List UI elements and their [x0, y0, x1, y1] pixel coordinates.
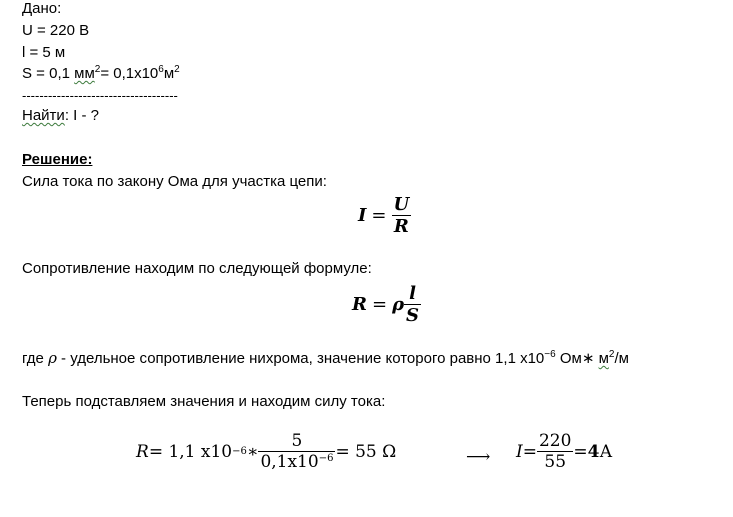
res-num: l — [404, 283, 421, 305]
calc-i-num: 220 — [538, 431, 572, 451]
given-area — [22, 65, 180, 83]
rho-unit-exp: 2 — [608, 349, 615, 360]
calc-i-den: 55 — [544, 452, 567, 472]
rho-unit-mm: м — [598, 350, 609, 367]
arrow-icon: ⟶ — [466, 447, 491, 467]
calc-i-fraction — [537, 431, 573, 472]
calc-i-unit: А — [599, 441, 613, 462]
calc-r-mult: ∗ — [246, 441, 259, 462]
area-exp2: 6 — [158, 64, 164, 75]
rho-line — [22, 349, 629, 368]
rho-unit-1: Ом∗ — [555, 350, 599, 367]
calc-r-result: = 55 Ω — [335, 441, 397, 462]
calc-r-lhs: R — [136, 441, 149, 462]
calc-r-fraction — [258, 431, 335, 472]
calc-i-result: 4 — [587, 441, 600, 462]
given-heading: Дано: — [22, 0, 62, 17]
given-length: l = 5 м — [22, 44, 66, 61]
calc-i-formula — [516, 431, 612, 472]
ohm-eq: = — [371, 205, 387, 226]
ohm-formula — [358, 194, 411, 237]
calc-r-eq: = 1,1 х10 — [148, 441, 233, 462]
calc-r-den-exp: −6 — [318, 453, 334, 464]
ohm-lhs: I — [358, 205, 367, 226]
ohm-den: R — [393, 216, 409, 237]
given-voltage: U = 220 В — [22, 22, 90, 39]
area-exp: 2 — [94, 64, 101, 75]
rho-text-2: - удельное сопротивление нихрома, значение которого равно 1,1 х10 — [56, 350, 545, 367]
find-label: Найти — [22, 107, 65, 124]
calc-i-eq: = — [522, 441, 537, 462]
ohm-num: U — [393, 194, 410, 215]
area-eq: = 0,1х10 — [100, 65, 159, 82]
find-line — [22, 107, 99, 125]
find-rest: : I - ? — [64, 107, 99, 124]
calc-r-den-base: 0,1х10 — [260, 452, 319, 472]
rho-unit-2: /м — [614, 350, 629, 367]
res-lhs: R — [352, 294, 367, 315]
res-rho: ρ — [392, 294, 405, 315]
res-eq: = — [371, 294, 388, 315]
area-prefix: S = 0,1 — [22, 65, 75, 82]
res-den: S — [406, 305, 420, 326]
calc-r-den — [258, 452, 335, 472]
rho-symbol: ρ — [48, 349, 57, 367]
calc-r-formula: R = 1,1 х10 −6 ∗ $\frac{5}{0,1х10^{-6}}$ = 55 Ω — [136, 431, 397, 472]
calc-i-eq2: = — [573, 441, 588, 462]
area-unit2: м — [163, 65, 175, 82]
ohm-fraction — [392, 194, 412, 237]
calc-r-num: 5 — [258, 431, 335, 452]
res-fraction — [404, 283, 421, 326]
rho-exp: −6 — [544, 349, 556, 360]
area-unit: мм — [74, 65, 95, 82]
area-exp3: 2 — [174, 64, 180, 75]
rho-text-1: где — [22, 350, 49, 367]
resistance-text: Сопротивление находим по следующей формуле: — [22, 260, 372, 277]
solution-heading: Решение: — [22, 151, 93, 168]
calc-i-lhs: I — [516, 441, 523, 462]
substitute-text: Теперь подставляем значения и находим силу тока: — [22, 393, 386, 410]
resistance-formula — [352, 283, 421, 326]
separator: ------------------------------------ — [22, 88, 178, 103]
ohm-text: Сила тока по закону Ома для участка цепи: — [22, 173, 327, 190]
